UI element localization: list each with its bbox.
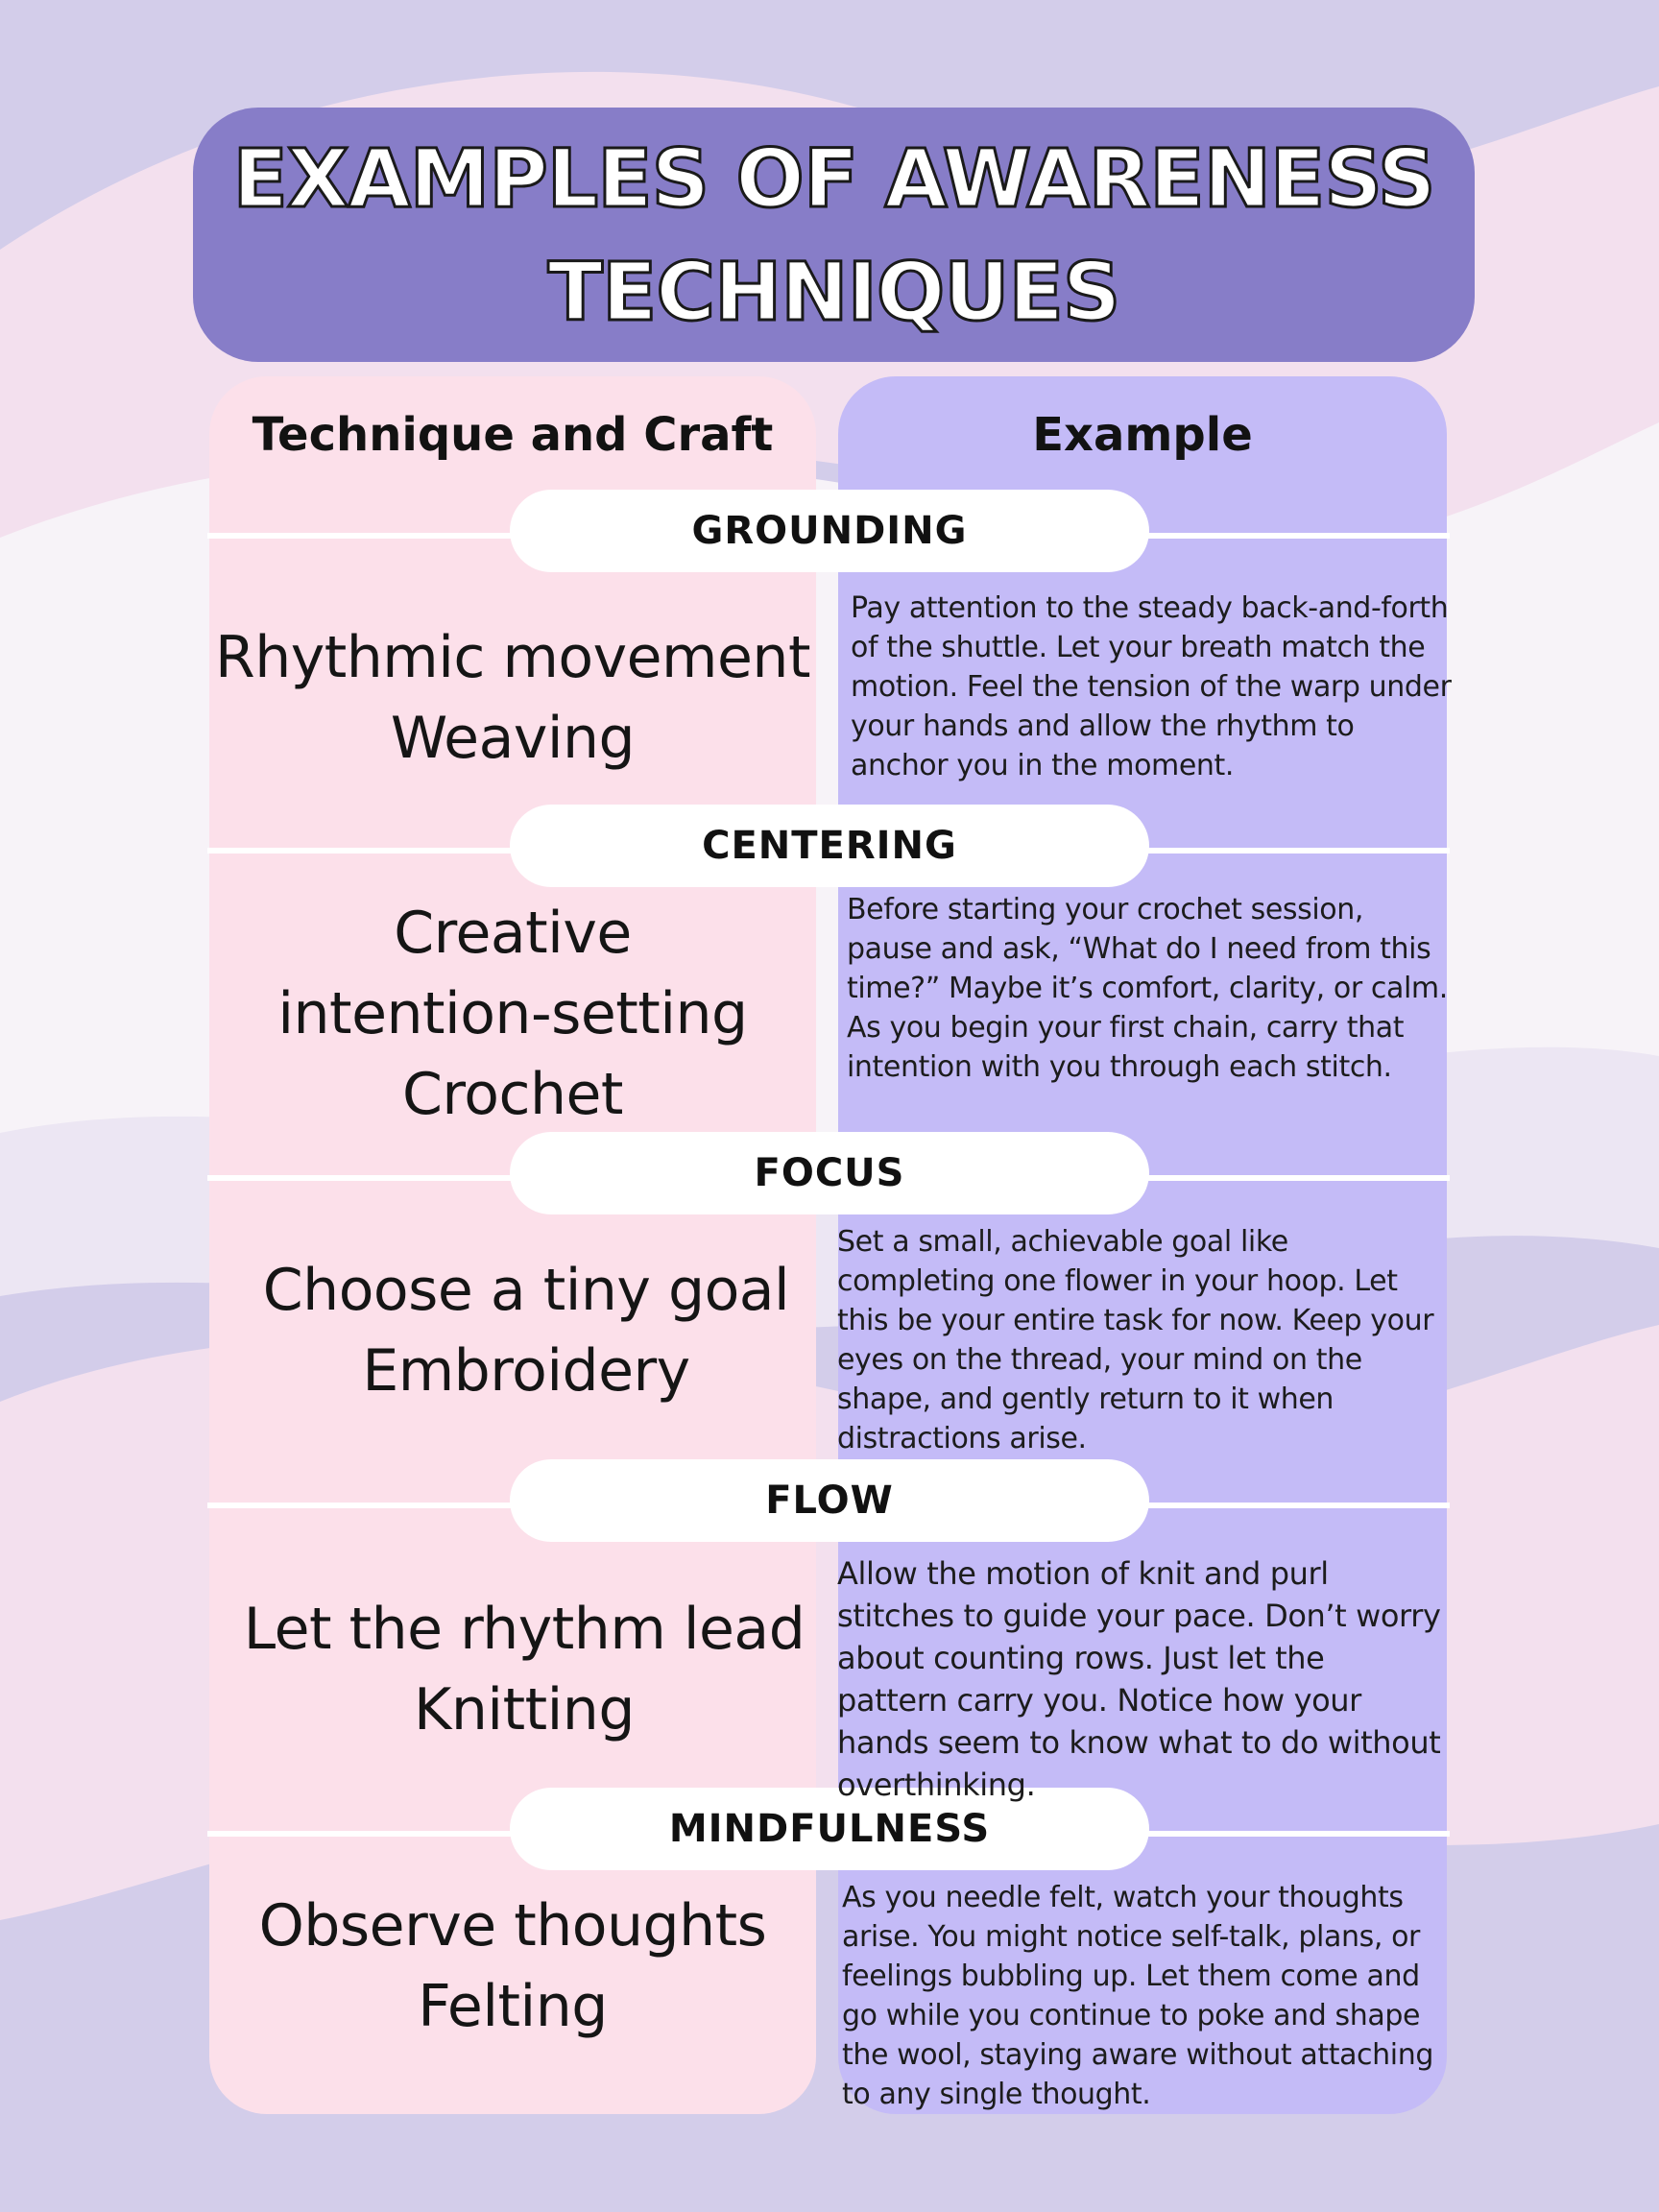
- title-line-1: EXAMPLES OF AWARENESS: [232, 131, 1435, 226]
- example-mindfulness: As you needle felt, watch your thoughts arise. You might notice self-talk, plans, or feelings bubbling up. Let them come and go while you continue to poke and shape the wool, staying aware without attaching to any single thought.: [842, 1881, 1433, 2111]
- example-grounding: Pay attention to the steady back-and-forth of the shuttle. Let your breath match the motion. Feel the tension of the warp under your hands and allow the rhythm to anchor you in the moment.: [851, 591, 1452, 782]
- section-label-mindfulness: MINDFULNESS: [510, 1788, 1149, 1870]
- craft-name: Weaving: [390, 705, 636, 772]
- technique-name: Rhythmic movement: [215, 624, 810, 691]
- title-banner: [193, 108, 1475, 362]
- section-label-flow: FLOW: [510, 1459, 1149, 1542]
- craft-name: Knitting: [414, 1676, 635, 1743]
- technique-mindfulness: [209, 1886, 816, 2047]
- technique-name-line-2: intention-setting: [277, 980, 748, 1047]
- technique-focus: [223, 1250, 830, 1411]
- example-column-header: Example: [1032, 408, 1253, 462]
- title-line-2: TECHNIQUES: [547, 244, 1120, 339]
- technique-grounding: [209, 617, 816, 779]
- craft-name: Crochet: [402, 1061, 623, 1128]
- section-label-centering: CENTERING: [510, 805, 1149, 887]
- technique-flow: [221, 1589, 828, 1750]
- craft-name: Embroidery: [362, 1337, 690, 1405]
- section-label-grounding: GROUNDING: [510, 490, 1149, 572]
- section-label-focus: FOCUS: [510, 1132, 1149, 1214]
- page-title: [232, 122, 1434, 349]
- technique-column-header: Technique and Craft: [252, 408, 774, 462]
- technique-name-line-1: Creative: [394, 900, 632, 967]
- technique-name: Choose a tiny goal: [262, 1257, 790, 1324]
- technique-name: Observe thoughts: [258, 1892, 767, 1960]
- technique-name: Let the rhythm lead: [243, 1596, 805, 1663]
- craft-name: Felting: [418, 1973, 608, 2040]
- example-centering: Before starting your crochet session, pause and ask, “What do I need from this time?” Maybe it’s comfort, clarity, or calm. As you begin your first chain, carry that intention with you through each stitch.: [847, 893, 1448, 1084]
- technique-centering: [209, 893, 816, 1135]
- example-flow: Allow the motion of knit and purl stitches to guide your pace. Don’t worry about counting rows. Just let the pattern carry you. Notice how your hands seem to know what to do without overthinking.: [837, 1555, 1441, 1803]
- example-focus: Set a small, achievable goal like completing one flower in your hoop. Let this be your entire task for now. Keep your eyes on the thread, your mind on the shape, and gently return to it when distractions arise.: [837, 1225, 1434, 1455]
